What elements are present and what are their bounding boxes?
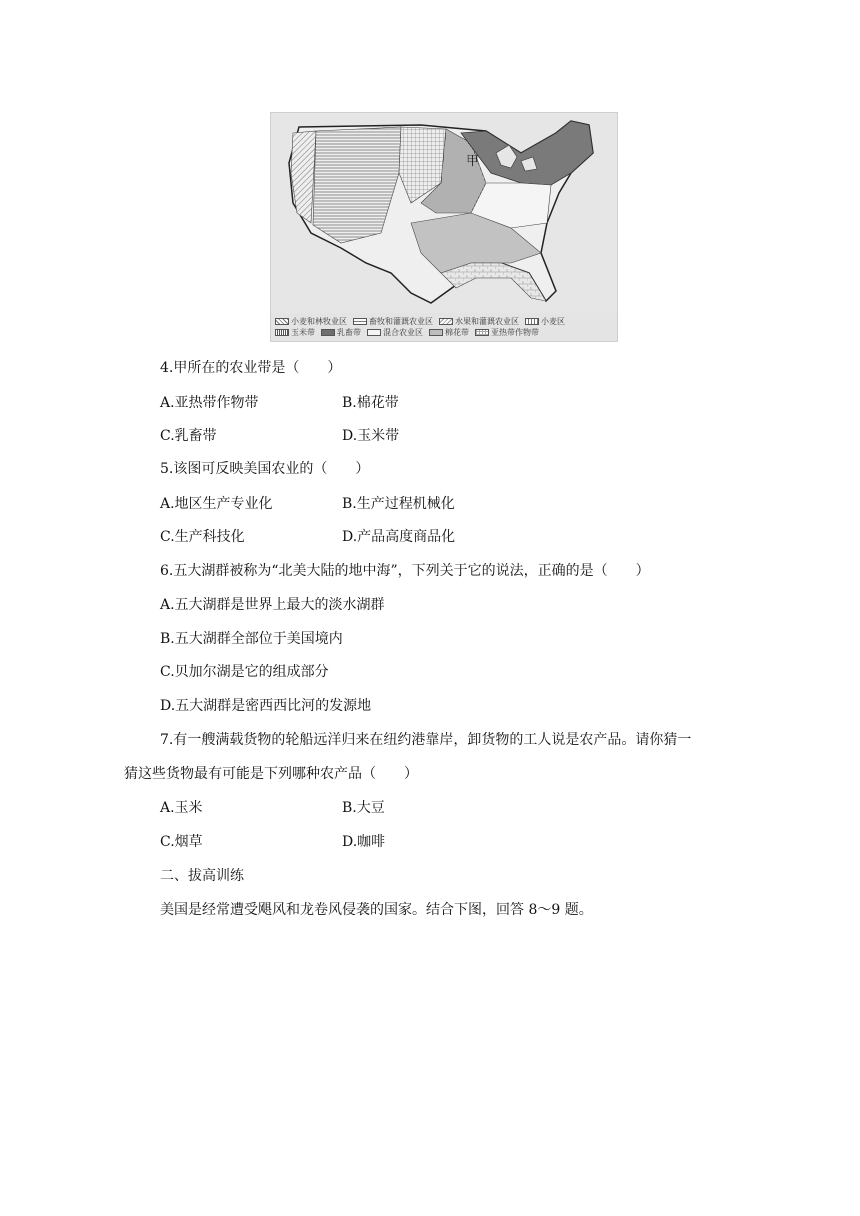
legend-item-ranch xyxy=(353,316,433,327)
legend-swatch-wheat xyxy=(525,318,539,325)
legend-label-ranch: 畜牧和灌溉农业区 xyxy=(369,317,433,326)
legend-swatch-fruit xyxy=(439,318,453,325)
q7-option-c: C.烟草 xyxy=(160,834,203,850)
legend-swatch-subtrop xyxy=(475,329,489,336)
legend-swatch-mixed xyxy=(367,329,381,336)
map-legend xyxy=(275,316,615,340)
legend-item-cotton xyxy=(429,327,469,338)
legend-swatch-corn xyxy=(275,329,289,336)
q6-option-c: C.贝加尔湖是它的组成部分 xyxy=(160,664,329,680)
legend-item-wheat xyxy=(525,316,565,327)
legend-label-fruit: 水果和灌溉农业区 xyxy=(455,317,519,326)
q6-option-a: A.五大湖群是世界上最大的淡水湖群 xyxy=(160,597,385,613)
legend-swatch-ranch xyxy=(353,318,367,325)
legend-label-subtrop: 亚热带作物带 xyxy=(491,328,539,337)
q6-option-b: B.五大湖群全部位于美国境内 xyxy=(160,631,343,647)
legend-item-mixed xyxy=(367,327,423,338)
question-7-stem-line1: 7.有一艘满载货物的轮船远洋归来在纽约港靠岸，卸货物的工人说是农产品。请你猜一 xyxy=(160,732,692,748)
legend-label-mixed: 混合农业区 xyxy=(383,328,423,337)
question-7-stem-line2: 猜这些货物最有可能是下列哪种农产品（ ） xyxy=(124,766,418,782)
legend-label-wheat: 小麦区 xyxy=(541,317,565,326)
q4-option-c: C.乳畜带 xyxy=(160,428,217,444)
legend-label-cotton: 棉花带 xyxy=(445,328,469,337)
legend-label-corn: 玉米带 xyxy=(291,328,315,337)
legend-item-subtrop xyxy=(475,327,539,338)
legend-swatch-cotton xyxy=(429,329,443,336)
section-intro: 美国是经常遭受飓风和龙卷风侵袭的国家。结合下图，回答 8～9 题。 xyxy=(160,902,593,918)
q4-option-d: D.玉米带 xyxy=(342,428,400,444)
legend-item-corn xyxy=(275,327,315,338)
legend-item-fruit xyxy=(439,316,519,327)
q6-option-d: D.五大湖群是密西西比河的发源地 xyxy=(160,698,372,714)
legend-swatch-dairy xyxy=(321,329,335,336)
question-6-stem: 6.五大湖群被称为“北美大陆的地中海”，下列关于它的说法，正确的是（ ） xyxy=(160,563,650,579)
map-label-jia: 甲 xyxy=(466,154,480,169)
q4-option-a: A.亚热带作物带 xyxy=(160,395,259,411)
legend-swatch-wheatforest xyxy=(275,318,289,325)
legend-label-wheatforest: 小麦和林牧业区 xyxy=(291,317,347,326)
q7-option-a: A.玉米 xyxy=(160,800,203,816)
legend-label-dairy: 乳畜带 xyxy=(337,328,361,337)
section-heading: 二、拔高训练 xyxy=(160,868,244,884)
q7-option-d: D.咖啡 xyxy=(342,834,386,850)
question-4-stem: 4.甲所在的农业带是（ ） xyxy=(160,360,342,376)
legend-item-wheatforest xyxy=(275,316,347,327)
q5-option-c: C.生产科技化 xyxy=(160,529,245,545)
map-graphic xyxy=(271,113,617,313)
legend-item-dairy xyxy=(321,327,361,338)
q5-option-a: A.地区生产专业化 xyxy=(160,496,273,512)
us-agriculture-map xyxy=(270,112,618,342)
q5-option-d: D.产品高度商品化 xyxy=(342,529,456,545)
q5-option-b: B.生产过程机械化 xyxy=(342,496,455,512)
q4-option-b: B.棉花带 xyxy=(342,395,399,411)
q7-option-b: B.大豆 xyxy=(342,800,385,816)
question-5-stem: 5.该图可反映美国农业的（ ） xyxy=(160,461,370,477)
